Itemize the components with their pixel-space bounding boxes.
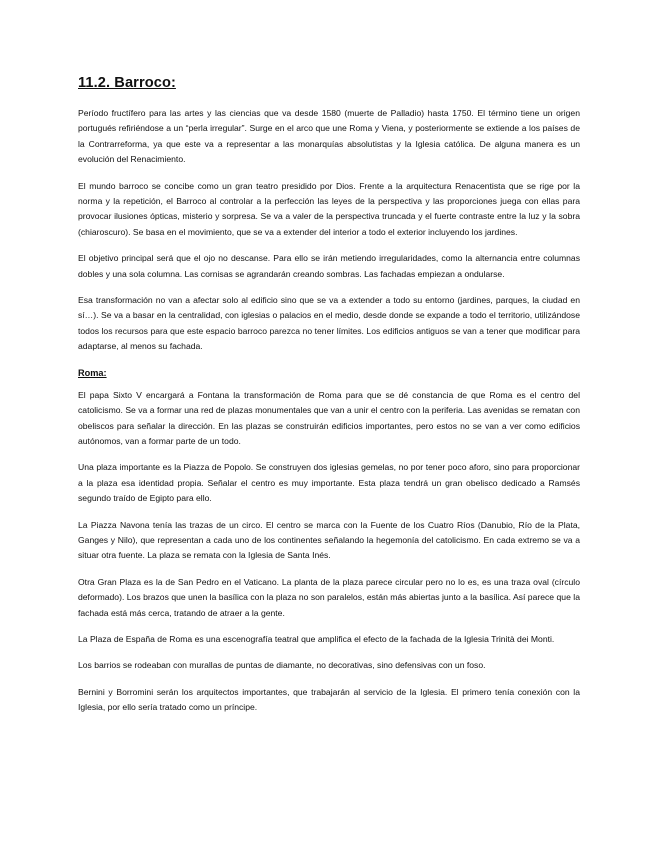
- paragraph-intro-1: Período fructífero para las artes y las ciencias que va desde 1580 (muerte de Palladio) hasta 1750. El término tiene un origen portugués refiriéndose a un “perla irregular”. Surge en el arco que une Roma y Viena, y posteriormente se extiende a los países de la Contrarreforma, ya que este va a representar a las monarquías absolutistas y la Iglesia católica. De alguna manera es un evolución del Renacimiento.: [78, 108, 580, 165]
- paragraph-intro-2: El mundo barroco se concibe como un gran teatro presidido por Dios. Frente a la arquitectura Renacentista que se rige por la norma y la repetición, el Barroco al controlar a la perfección las leyes de la perspectiva y las proporciones juega con ellas para provocar ilusiones ópticas, misterio y sorpresa. Se va a valer de la perspectiva truncada y el fuerte contraste entre la luz y la sobra (chiaroscuro). Se basa en el movimiento, que se va a extender del interior a todo el exterior incluyendo los jardines.: [78, 180, 580, 237]
- paragraph-roma-1: El papa Sixto V encargará a Fontana la transformación de Roma para que se dé constancia de que Roma es el centro del catolicismo. Se va a formar una red de plazas monumentales que van a unir el centro con la periferia. Las avenidas se rematan con obeliscos para señalar la dirección. En las plazas se construirán edificios importantes, pero estos no se van a ver como edificios autónomos, van a formar parte de un todo.: [78, 389, 580, 446]
- document-body: [78, 75, 580, 727]
- paragraph-roma-3: La Piazza Navona tenía las trazas de un circo. El centro se marca con la Fuente de los Cuatro Ríos (Danubio, Río de la Plata, Ganges y Nilo), que representan a cada uno de los continentes señalando la hegemonía del catolicismo. En cada extremo se va a situar otra fuente. La plaza se remata con la Iglesia de Santa Inés.: [78, 519, 580, 561]
- subsection-heading-roma: Roma:: [78, 367, 107, 378]
- section-title: 11.2. Barroco:: [78, 75, 176, 91]
- paragraph-roma-2: Una plaza importante es la Piazza de Popolo. Se construyen dos iglesias gemelas, no por tener poco aforo, sino para proporcionar a la plaza esa identidad propia. Señalar el centro es muy importante. Esta plaza tendrá un gran obelisco dedicado a Ramsés segundo traído de Egipto para ello.: [78, 462, 580, 504]
- paragraph-roma-4: Otra Gran Plaza es la de San Pedro en el Vaticano. La planta de la plaza parece circular pero no lo es, es una traza oval (círculo deformado). Los brazos que unen la basílica con la plaza no son paralelos, están más abiertas junto a la basílica. Así parece que la fachada está más cerca, tratando de atraer a la gente.: [78, 576, 580, 618]
- paragraph-intro-3: El objetivo principal será que el ojo no descanse. Para ello se irán metiendo irregularidades, como la alternancia entre columnas dobles y una sola columna. Las cornisas se agrandarán creando sombras. Las fachadas empiezan a ondularse.: [78, 253, 580, 279]
- paragraph-roma-6: Los barrios se rodeaban con murallas de puntas de diamante, no decorativas, sino defensivas con un foso.: [78, 660, 486, 671]
- paragraph-roma-7: Bernini y Borromini serán los arquitectos importantes, que trabajarán al servicio de la Iglesia. El primero tenía conexión con la Iglesia, por ello sería tratado como un príncipe.: [78, 686, 580, 713]
- paragraph-intro-4: Esa transformación no van a afectar solo al edificio sino que se va a extender a todo su entorno (jardines, parques, la ciudad en sí…). Se va a basar en la centralidad, con iglesias o palacios en el medio, desde donde se expande a todo el territorio, utilizándose todos los recursos para que este espacio barroco parezca no tener límites. Los edificios antiguos se van a tener que modificar para adaptarse, al menos su fachada.: [78, 295, 580, 352]
- paragraph-roma-5: La Plaza de España de Roma es una escenografía teatral que amplifica el efecto de la fachada de la Iglesia Trinità dei Monti.: [78, 633, 555, 644]
